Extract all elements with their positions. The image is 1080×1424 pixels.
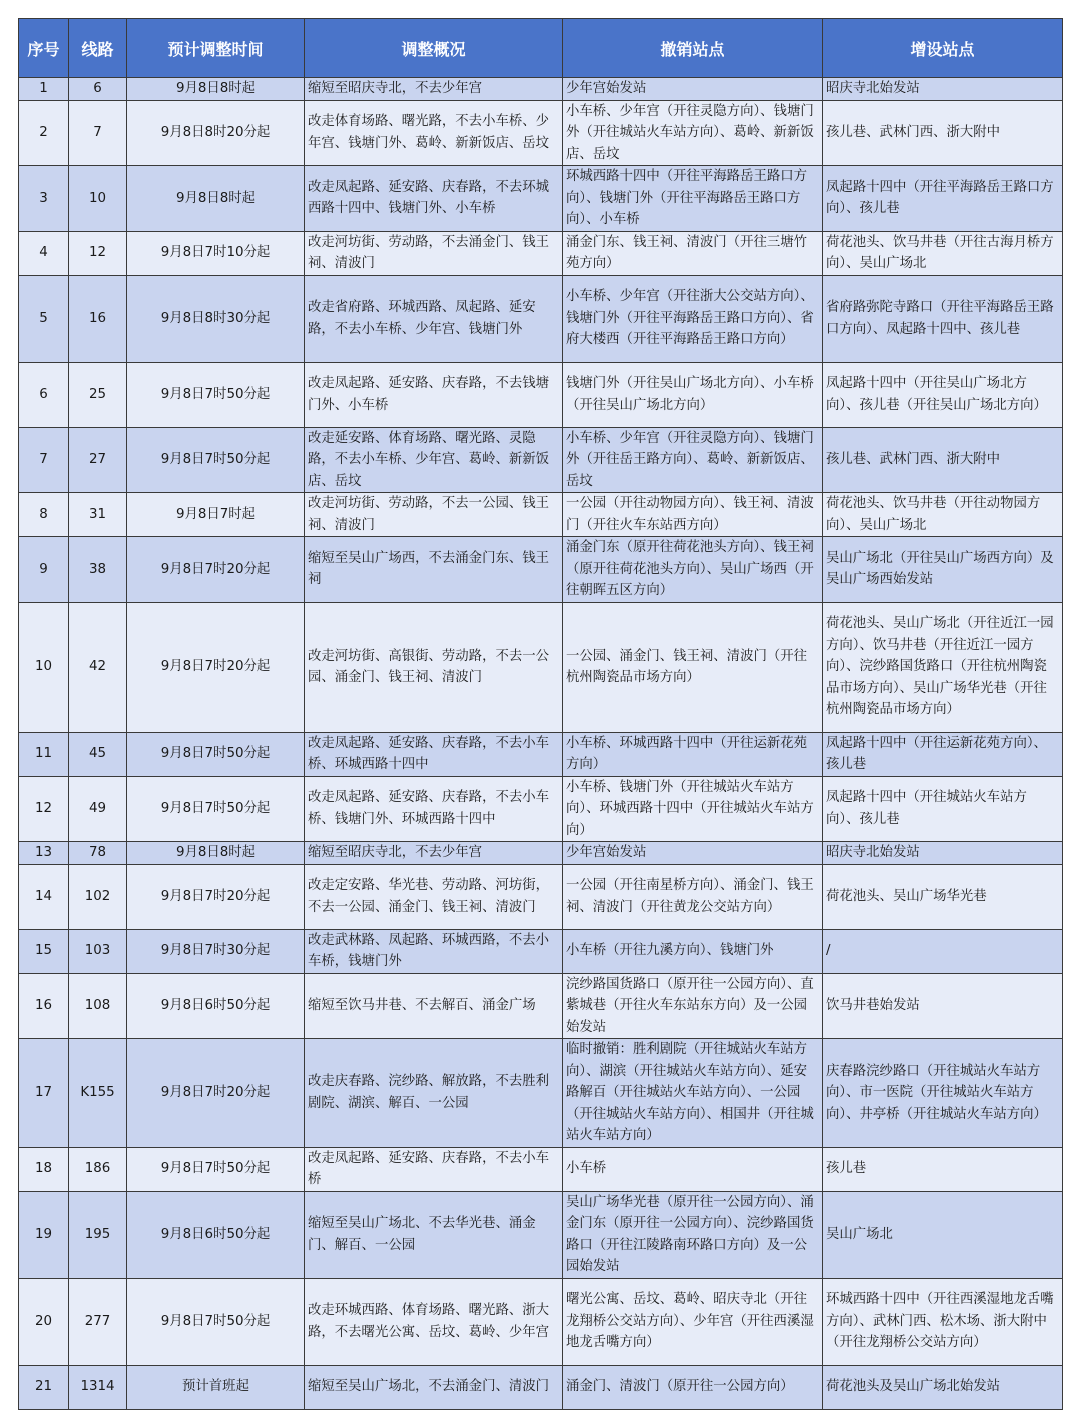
cell-added-stops: 凤起路十四中（开往运新花苑方向）、孩儿巷 — [823, 732, 1063, 776]
table-row — [19, 1365, 1063, 1409]
cell-adjust-summary: 改走凤起路、延安路、庆春路，不去钱塘门外、小车桥 — [305, 362, 563, 427]
table-row — [19, 362, 1063, 427]
cell-serial-number: 2 — [19, 100, 69, 166]
cell-adjust-time: 预计首班起 — [127, 1365, 305, 1409]
cell-serial-number: 6 — [19, 362, 69, 427]
cell-route: 10 — [69, 166, 127, 232]
cell-adjust-summary: 改走凤起路、延安路、庆春路，不去环城西路十四中、钱塘门外、小车桥 — [305, 166, 563, 232]
cell-added-stops: 荷花池头、吴山广场北（开往近江一园方向）、饮马井巷（开往近江一园方向）、浣纱路国货路口（开往杭州陶瓷品市场方向）、吴山广场华光巷（开往杭州陶瓷品市场方向） — [823, 602, 1063, 732]
table-row — [19, 732, 1063, 776]
cell-adjust-summary: 缩短至昭庆寺北，不去少年宫 — [305, 78, 563, 101]
cell-adjust-time: 9月8日8时30分起 — [127, 275, 305, 362]
cell-added-stops: 吴山广场北（开往吴山广场西方向）及吴山广场西始发站 — [823, 537, 1063, 603]
cell-route: 102 — [69, 864, 127, 929]
cell-removed-stops: 环城西路十四中（开往平海路岳王路口方向）、钱塘门外（开往平海路岳王路口方向）、小车桥 — [563, 166, 823, 232]
cell-adjust-time: 9月8日6时50分起 — [127, 1191, 305, 1278]
cell-serial-number: 9 — [19, 537, 69, 603]
cell-route: 45 — [69, 732, 127, 776]
cell-added-stops: 荷花池头、吴山广场华光巷 — [823, 864, 1063, 929]
cell-serial-number: 8 — [19, 493, 69, 537]
cell-adjust-summary: 改走定安路、华光巷、劳动路、河坊街，不去一公园、涌金门、钱王祠、清波门 — [305, 864, 563, 929]
cell-removed-stops: 少年宫始发站 — [563, 78, 823, 101]
cell-adjust-time: 9月8日6时50分起 — [127, 973, 305, 1039]
cell-added-stops: 省府路弥陀寺路口（开往平海路岳王路口方向）、凤起路十四中、孩儿巷 — [823, 275, 1063, 362]
cell-serial-number: 4 — [19, 231, 69, 275]
cell-added-stops: 凤起路十四中（开往吴山广场北方向）、孩儿巷（开往吴山广场北方向） — [823, 362, 1063, 427]
cell-added-stops: / — [823, 929, 1063, 973]
cell-adjust-summary: 改走凤起路、延安路、庆春路，不去小车桥、环城西路十四中 — [305, 732, 563, 776]
cell-route: 103 — [69, 929, 127, 973]
header-serial-number: 序号 — [19, 19, 69, 78]
cell-adjust-time: 9月8日7时50分起 — [127, 1147, 305, 1191]
cell-adjust-summary: 缩短至吴山广场西，不去涌金门东、钱王祠 — [305, 537, 563, 603]
cell-adjust-time: 9月8日7时20分起 — [127, 602, 305, 732]
table-body — [19, 78, 1063, 1410]
cell-serial-number: 7 — [19, 427, 69, 493]
cell-adjust-time: 9月8日8时起 — [127, 166, 305, 232]
cell-added-stops: 凤起路十四中（开往平海路岳王路口方向）、孩儿巷 — [823, 166, 1063, 232]
cell-removed-stops: 小车桥、少年宫（开往浙大公交站方向）、钱塘门外（开往平海路岳王路口方向）、省府大楼西（开往平海路岳王路口方向） — [563, 275, 823, 362]
table-row — [19, 537, 1063, 603]
cell-route: 1314 — [69, 1365, 127, 1409]
cell-removed-stops: 临时撤销：胜利剧院（开往城站火车站方向）、湖滨（开往城站火车站方向）、延安路解百（开往城站火车站方向）、一公园（开往城站火车站方向）、相国井（开往城站火车站方向） — [563, 1039, 823, 1148]
cell-removed-stops: 小车桥、少年宫（开往灵隐方向）、钱塘门外（开往城站火车站方向）、葛岭、新新饭店、岳坟 — [563, 100, 823, 166]
cell-added-stops: 荷花池头、饮马井巷（开往古海月桥方向）、吴山广场北 — [823, 231, 1063, 275]
table-row — [19, 231, 1063, 275]
bus-route-adjustment-table — [18, 18, 1063, 1410]
cell-adjust-time: 9月8日7时30分起 — [127, 929, 305, 973]
table-row — [19, 100, 1063, 166]
cell-route: 16 — [69, 275, 127, 362]
cell-serial-number: 14 — [19, 864, 69, 929]
cell-serial-number: 3 — [19, 166, 69, 232]
cell-route: K155 — [69, 1039, 127, 1148]
cell-adjust-summary: 改走环城西路、体育场路、曙光路、浙大路，不去曙光公寓、岳坟、葛岭、少年宫 — [305, 1278, 563, 1365]
cell-added-stops: 庆春路浣纱路口（开往城站火车站方向）、市一医院（开往城站火车站方向）、井亭桥（开往城站火车站方向） — [823, 1039, 1063, 1148]
cell-adjust-time: 9月8日7时20分起 — [127, 1039, 305, 1148]
cell-adjust-summary: 改走河坊街、劳动路，不去一公园、钱王祠、清波门 — [305, 493, 563, 537]
table-row — [19, 78, 1063, 101]
cell-adjust-summary: 改走武林路、凤起路、环城西路，不去小车桥，钱塘门外 — [305, 929, 563, 973]
cell-removed-stops: 小车桥、钱塘门外（开往城站火车站方向）、环城西路十四中（开往城站火车站方向） — [563, 776, 823, 842]
cell-route: 277 — [69, 1278, 127, 1365]
cell-adjust-summary: 缩短至饮马井巷、不去解百、涌金广场 — [305, 973, 563, 1039]
table-row — [19, 776, 1063, 842]
table-row — [19, 1278, 1063, 1365]
bus-route-adjustment-table-wrapper — [18, 18, 1062, 1410]
table-row — [19, 1039, 1063, 1148]
cell-removed-stops: 一公园（开往动物园方向）、钱王祠、清波门（开往火车东站西方向） — [563, 493, 823, 537]
cell-adjust-summary: 缩短至吴山广场北，不去涌金门、清波门 — [305, 1365, 563, 1409]
header-route: 线路 — [69, 19, 127, 78]
table-header-row — [19, 19, 1063, 78]
cell-route: 25 — [69, 362, 127, 427]
table-row — [19, 973, 1063, 1039]
cell-added-stops: 环城西路十四中（开往西溪湿地龙舌嘴方向）、武林门西、松木场、浙大附中（开往龙翔桥公交站方向） — [823, 1278, 1063, 1365]
table-row — [19, 864, 1063, 929]
cell-added-stops: 孩儿巷、武林门西、浙大附中 — [823, 100, 1063, 166]
cell-adjust-summary: 改走凤起路、延安路、庆春路，不去小车桥 — [305, 1147, 563, 1191]
cell-route: 108 — [69, 973, 127, 1039]
cell-serial-number: 19 — [19, 1191, 69, 1278]
cell-adjust-time: 9月8日8时20分起 — [127, 100, 305, 166]
cell-adjust-time: 9月8日7时50分起 — [127, 732, 305, 776]
cell-added-stops: 饮马井巷始发站 — [823, 973, 1063, 1039]
cell-added-stops: 凤起路十四中（开往城站火车站方向）、孩儿巷 — [823, 776, 1063, 842]
cell-adjust-summary: 改走河坊街、劳动路，不去涌金门、钱王祠、清波门 — [305, 231, 563, 275]
cell-removed-stops: 小车桥、少年宫（开往灵隐方向）、钱塘门外（开往岳王路方向）、葛岭、新新饭店、岳坟 — [563, 427, 823, 493]
cell-added-stops: 荷花池头、饮马井巷（开往动物园方向）、吴山广场北 — [823, 493, 1063, 537]
cell-adjust-time: 9月8日8时起 — [127, 78, 305, 101]
cell-added-stops: 孩儿巷、武林门西、浙大附中 — [823, 427, 1063, 493]
cell-adjust-time: 9月8日7时10分起 — [127, 231, 305, 275]
table-row — [19, 1147, 1063, 1191]
header-adjust-summary: 调整概况 — [305, 19, 563, 78]
cell-route: 31 — [69, 493, 127, 537]
header-removed-stops: 撤销站点 — [563, 19, 823, 78]
cell-added-stops: 荷花池头及吴山广场北始发站 — [823, 1365, 1063, 1409]
cell-adjust-summary: 改走庆春路、浣纱路、解放路，不去胜利剧院、湖滨、解百、一公园 — [305, 1039, 563, 1148]
cell-serial-number: 18 — [19, 1147, 69, 1191]
header-added-stops: 增设站点 — [823, 19, 1063, 78]
cell-added-stops: 吴山广场北 — [823, 1191, 1063, 1278]
cell-route: 7 — [69, 100, 127, 166]
table-row — [19, 842, 1063, 865]
cell-adjust-time: 9月8日7时20分起 — [127, 537, 305, 603]
table-row — [19, 602, 1063, 732]
cell-added-stops: 昭庆寺北始发站 — [823, 78, 1063, 101]
cell-serial-number: 17 — [19, 1039, 69, 1148]
cell-serial-number: 1 — [19, 78, 69, 101]
table-row — [19, 166, 1063, 232]
cell-route: 78 — [69, 842, 127, 865]
cell-removed-stops: 涌金门、清波门（原开往一公园方向） — [563, 1365, 823, 1409]
cell-serial-number: 16 — [19, 973, 69, 1039]
table-row — [19, 1191, 1063, 1278]
cell-adjust-summary: 缩短至吴山广场北、不去华光巷、涌金门、解百、一公园 — [305, 1191, 563, 1278]
cell-route: 186 — [69, 1147, 127, 1191]
cell-adjust-summary: 改走延安路、体育场路、曙光路、灵隐路，不去小车桥、少年宫、葛岭、新新饭店、岳坟 — [305, 427, 563, 493]
table-row — [19, 427, 1063, 493]
cell-removed-stops: 曙光公寓、岳坟、葛岭、昭庆寺北（开往龙翔桥公交站方向）、少年宫（开往西溪湿地龙舌嘴方向） — [563, 1278, 823, 1365]
cell-removed-stops: 小车桥、环城西路十四中（开往运新花苑方向） — [563, 732, 823, 776]
cell-adjust-time: 9月8日7时50分起 — [127, 427, 305, 493]
cell-route: 12 — [69, 231, 127, 275]
cell-route: 38 — [69, 537, 127, 603]
table-row — [19, 275, 1063, 362]
header-adjust-time: 预计调整时间 — [127, 19, 305, 78]
cell-serial-number: 12 — [19, 776, 69, 842]
cell-removed-stops: 浣纱路国货路口（原开往一公园方向）、直紫城巷（开往火车东站东方向）及一公园始发站 — [563, 973, 823, 1039]
cell-removed-stops: 涌金门东（原开往荷花池头方向）、钱王祠（原开往荷花池头方向）、吴山广场西（开往朝晖五区方向） — [563, 537, 823, 603]
cell-removed-stops: 吴山广场华光巷（原开往一公园方向）、涌金门东（原开往一公园方向）、浣纱路国货路口（开往江陵路南环路口方向）及一公园始发站 — [563, 1191, 823, 1278]
cell-serial-number: 5 — [19, 275, 69, 362]
table-row — [19, 929, 1063, 973]
cell-route: 49 — [69, 776, 127, 842]
cell-adjust-summary: 改走凤起路、延安路、庆春路，不去小车桥、钱塘门外、环城西路十四中 — [305, 776, 563, 842]
cell-adjust-time: 9月8日8时起 — [127, 842, 305, 865]
cell-serial-number: 11 — [19, 732, 69, 776]
cell-route: 6 — [69, 78, 127, 101]
cell-route: 42 — [69, 602, 127, 732]
cell-removed-stops: 一公园、涌金门、钱王祠、清波门（开往杭州陶瓷品市场方向） — [563, 602, 823, 732]
cell-removed-stops: 少年宫始发站 — [563, 842, 823, 865]
cell-serial-number: 10 — [19, 602, 69, 732]
cell-removed-stops: 小车桥（开往九溪方向）、钱塘门外 — [563, 929, 823, 973]
cell-route: 27 — [69, 427, 127, 493]
cell-adjust-time: 9月8日7时50分起 — [127, 362, 305, 427]
cell-adjust-summary: 缩短至昭庆寺北，不去少年宫 — [305, 842, 563, 865]
cell-serial-number: 21 — [19, 1365, 69, 1409]
cell-adjust-summary: 改走河坊街、高银街、劳动路，不去一公园、涌金门、钱王祠、清波门 — [305, 602, 563, 732]
cell-removed-stops: 一公园（开往南星桥方向）、涌金门、钱王祠、清波门（开往黄龙公交站方向） — [563, 864, 823, 929]
cell-added-stops: 孩儿巷 — [823, 1147, 1063, 1191]
cell-adjust-summary: 改走体育场路、曙光路，不去小车桥、少年宫、钱塘门外、葛岭、新新饭店、岳坟 — [305, 100, 563, 166]
cell-serial-number: 13 — [19, 842, 69, 865]
cell-adjust-summary: 改走省府路、环城西路、凤起路、延安路，不去小车桥、少年宫、钱塘门外 — [305, 275, 563, 362]
cell-adjust-time: 9月8日7时起 — [127, 493, 305, 537]
cell-adjust-time: 9月8日7时20分起 — [127, 864, 305, 929]
cell-adjust-time: 9月8日7时50分起 — [127, 776, 305, 842]
cell-removed-stops: 小车桥 — [563, 1147, 823, 1191]
cell-serial-number: 20 — [19, 1278, 69, 1365]
cell-serial-number: 15 — [19, 929, 69, 973]
cell-removed-stops: 涌金门东、钱王祠、清波门（开往三塘竹苑方向） — [563, 231, 823, 275]
cell-removed-stops: 钱塘门外（开往吴山广场北方向）、小车桥（开往吴山广场北方向） — [563, 362, 823, 427]
table-row — [19, 493, 1063, 537]
cell-adjust-time: 9月8日7时50分起 — [127, 1278, 305, 1365]
cell-route: 195 — [69, 1191, 127, 1278]
cell-added-stops: 昭庆寺北始发站 — [823, 842, 1063, 865]
